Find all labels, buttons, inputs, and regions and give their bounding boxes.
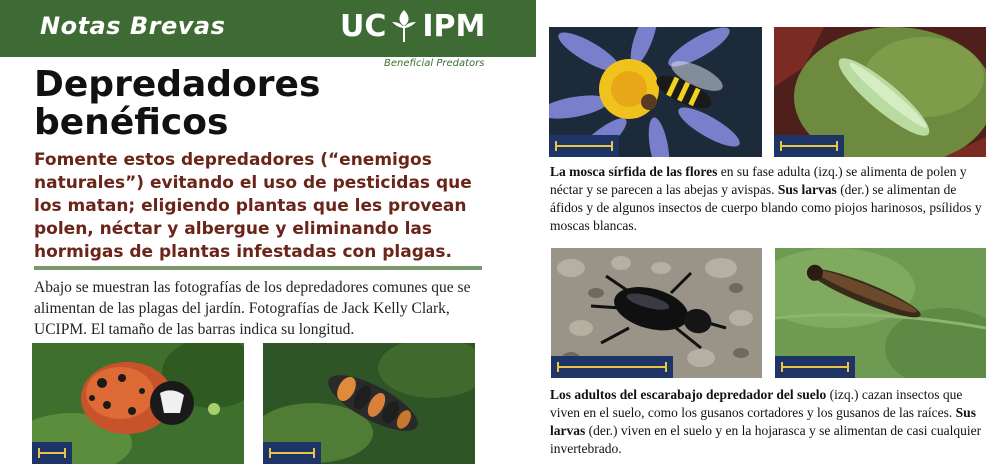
syrphid-caption-text-2: (der.) se alimentan de áfidos y de algunos insectos de cuerpo blando como piojos harinosos, psílidos y moscas blancas. [550,182,982,233]
syrphid-caption-bold-1: La mosca sírfida de las flores [550,164,718,179]
syrphid-caption [550,163,986,235]
small-subtitle: Beneficial Predators [384,58,485,69]
ground-beetle-larva-scale-bar [775,356,855,378]
ground-beetle-adult-scale-bar [551,356,673,378]
divider-rule [34,266,482,270]
lady-beetle-larva-scale-bar [263,442,321,464]
logo-ipm-text: IPM [422,8,486,44]
syrphid-caption-bold-2: Sus larvas [777,182,837,197]
ground-beetle-caption [550,386,986,458]
ground-beetle-caption-text-1: (izq.) cazan insectos que viven en el suelo, como los gusanos cortadores y los gusanos de las raíces. [550,387,963,420]
syrphid-fly-adult-scale-bar [549,135,619,157]
syrphid-fly-larva-photo [774,27,986,157]
leaf-logo-icon [390,8,418,44]
page-title: Depredadores benéficos [34,64,321,143]
ground-beetle-adult-photo [551,248,762,378]
ground-beetle-caption-bold-1: Los adultos del escarabajo depredador del suelo [550,387,827,402]
logo-uc-text: UC [340,8,387,44]
lady-beetle-adult-scale-bar [32,442,72,464]
lady-beetle-larva-photo [263,343,475,464]
lady-beetle-adult-photo [32,343,244,464]
ucipm-logo [340,8,485,44]
intro-paragraph: Abajo se muestran las fotografías de los depredadores comunes que se alimentan de las plagas del jardín. Fotografías de Jack Kelly Clark, UCIPM. El tamaño de las barras indica su longitud. [34,279,471,338]
syrphid-fly-larva-scale-bar [774,135,844,157]
syrphid-fly-adult-photo [549,27,762,157]
series-title: Notas Brevas [40,12,226,40]
ground-beetle-caption-bold-2: Sus larvas [550,405,976,438]
syrphid-caption-text-1: en su fase adulta (izq.) se alimenta de polen y néctar y se parecen a las abejas y avispas. [550,164,967,197]
ground-beetle-caption-text-2: (der.) viven en el suelo y en la hojarasca y se alimentan de casi cualquier invertebrado. [550,423,982,456]
header-band [0,0,536,57]
ground-beetle-larva-photo [775,248,986,378]
lead-paragraph: Fomente estos depredadores (“enemigos naturales”) evitando el uso de pesticidas que los matan; eligiendo plantas que les provean polen, néctar y albergue y eliminando las hormigas de plantas infestadas con plagas. [34,150,472,262]
